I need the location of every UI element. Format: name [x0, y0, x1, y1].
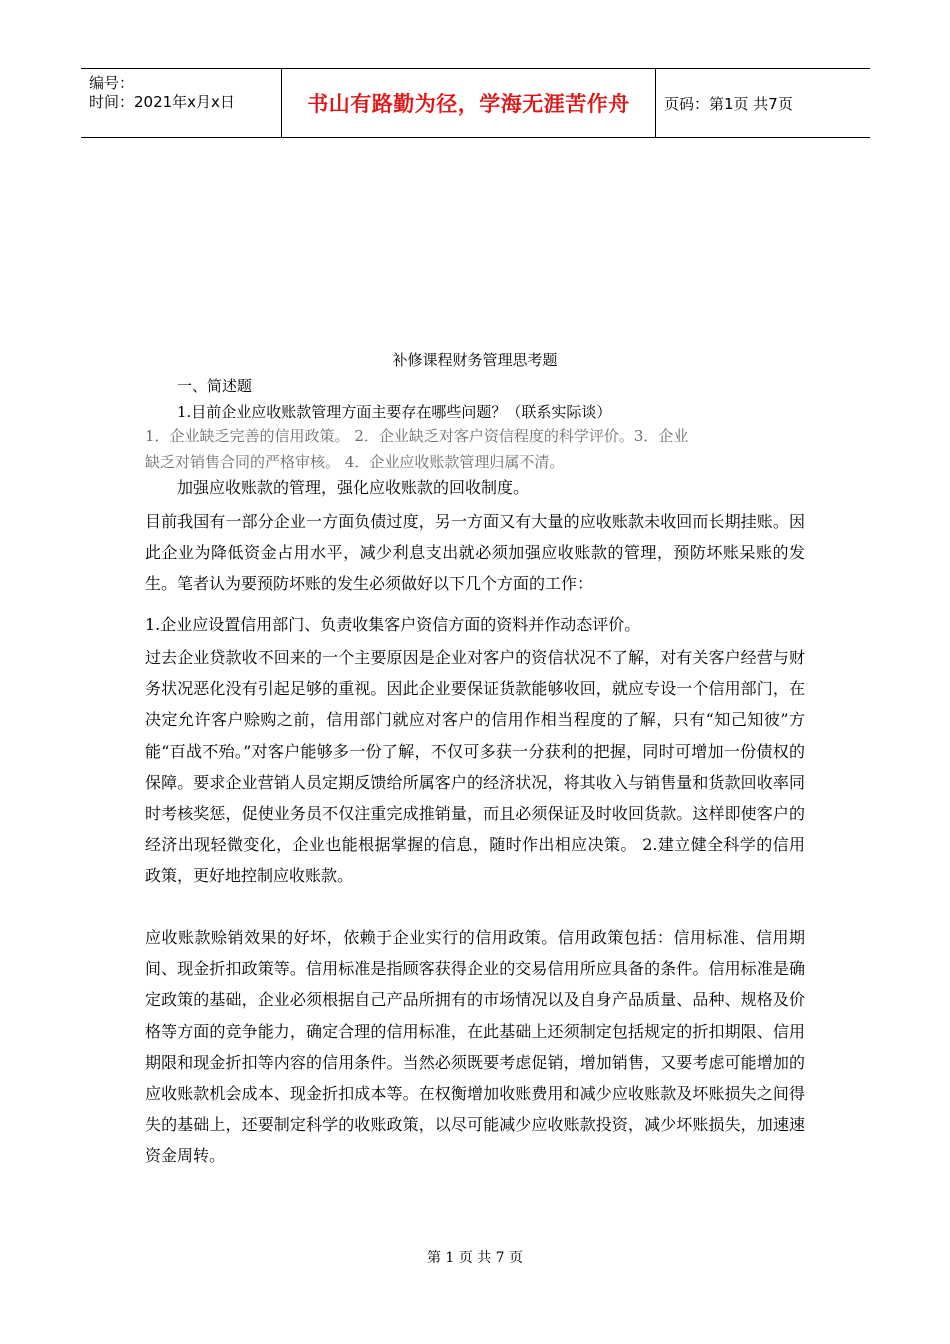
date-label: 时间：2021年x月x日	[89, 93, 235, 111]
page-footer: 第 1 页 共 7 页	[426, 1250, 524, 1266]
document-title: 补修课程财务管理思考题	[392, 351, 558, 369]
document-header-table	[81, 68, 870, 138]
paragraph-2: 过去企业贷款收不回来的一个主要原因是企业对客户的资信状况不了解，对有关客户经营与财务状况恶化没有引起足够的重视。因此企业要保证货款能够收回，就应专设一个信用部门，在决定允许客户赊购之前，信用部门就应对客户的信用作相当程度的了解，只有“知己知彼”方能“百战不殆。”对客户能够多一份了解，不仅可多获一分获利的把握，同时可增加一份债权的保障。要求企业营销人员定期反馈给所属客户的经济状况，将其收入与销售量和货款回收率同时考核奖惩，促使业务员不仅注重完成推销量，而且必须保证及时收回货款。这样即使客户的经济出现轻微变化，企业也能根据掌握的信息，随时作出相应决策。 2.建立健全科学的信用政策，更好地控制应收账款。	[145, 648, 805, 886]
motto-text: 书山有路勤为径，学海无涯苦作舟	[307, 92, 630, 116]
section-heading: 一、简述题	[177, 377, 253, 395]
question-text: 1.目前企业应收账款管理方面主要存在哪些问题？（联系实际谈）	[177, 403, 612, 421]
point-1: 1.企业应设置信用部门、负责收集客户资信方面的资料并作动态评价。	[145, 615, 641, 634]
header-motto-cell	[282, 69, 656, 137]
answer-line-2: 缺乏对销售合同的严格审核。 4．企业应收账款管理归属不清。	[145, 453, 565, 471]
header-info-cell	[81, 69, 282, 137]
page-info: 页码：第1页 共7页	[664, 94, 793, 113]
paragraph-1: 目前我国有一部分企业一方面负债过度，另一方面又有大量的应收账款未收回而长期挂账。因此企业为降低资金占用水平，减少利息支出就必须加强应收账款的管理，预防坏账呆账的发生。笔者认为要预防坏账的发生必须做好以下几个方面的工作：	[145, 512, 805, 594]
paragraph-3: 应收账款赊销效果的好坏，依赖于企业实行的信用政策。信用政策包括：信用标准、信用期间、现金折扣政策等。信用标准是指顾客获得企业的交易信用所应具备的条件。信用标准是确定政策的基础，企业必须根据自己产品所拥有的市场情况以及自身产品质量、品种、规格及价格等方面的竞争能力，确定合理的信用标准，在此基础上还须制定包括规定的折扣期限、信用期限和现金折扣等内容的信用条件。当然必须既要考虑促销，增加销售，又要考虑可能增加的应收账款机会成本、现金折扣成本等。在权衡增加收账费用和减少应收账款及坏账损失之间得失的基础上，还要制定科学的收账政策，以尽可能减少应收账款投资，减少坏账损失，加速速资金周转。	[145, 928, 805, 1166]
answer-line-1: 1．企业缺乏完善的信用政策。 2．企业缺乏对客户资信程度的科学评价。3．企业	[145, 427, 689, 445]
header-page-cell	[656, 69, 870, 137]
lead-sentence: 加强应收账款的管理，强化应收账款的回收制度。	[177, 478, 530, 497]
number-label: 编号：	[89, 74, 135, 92]
